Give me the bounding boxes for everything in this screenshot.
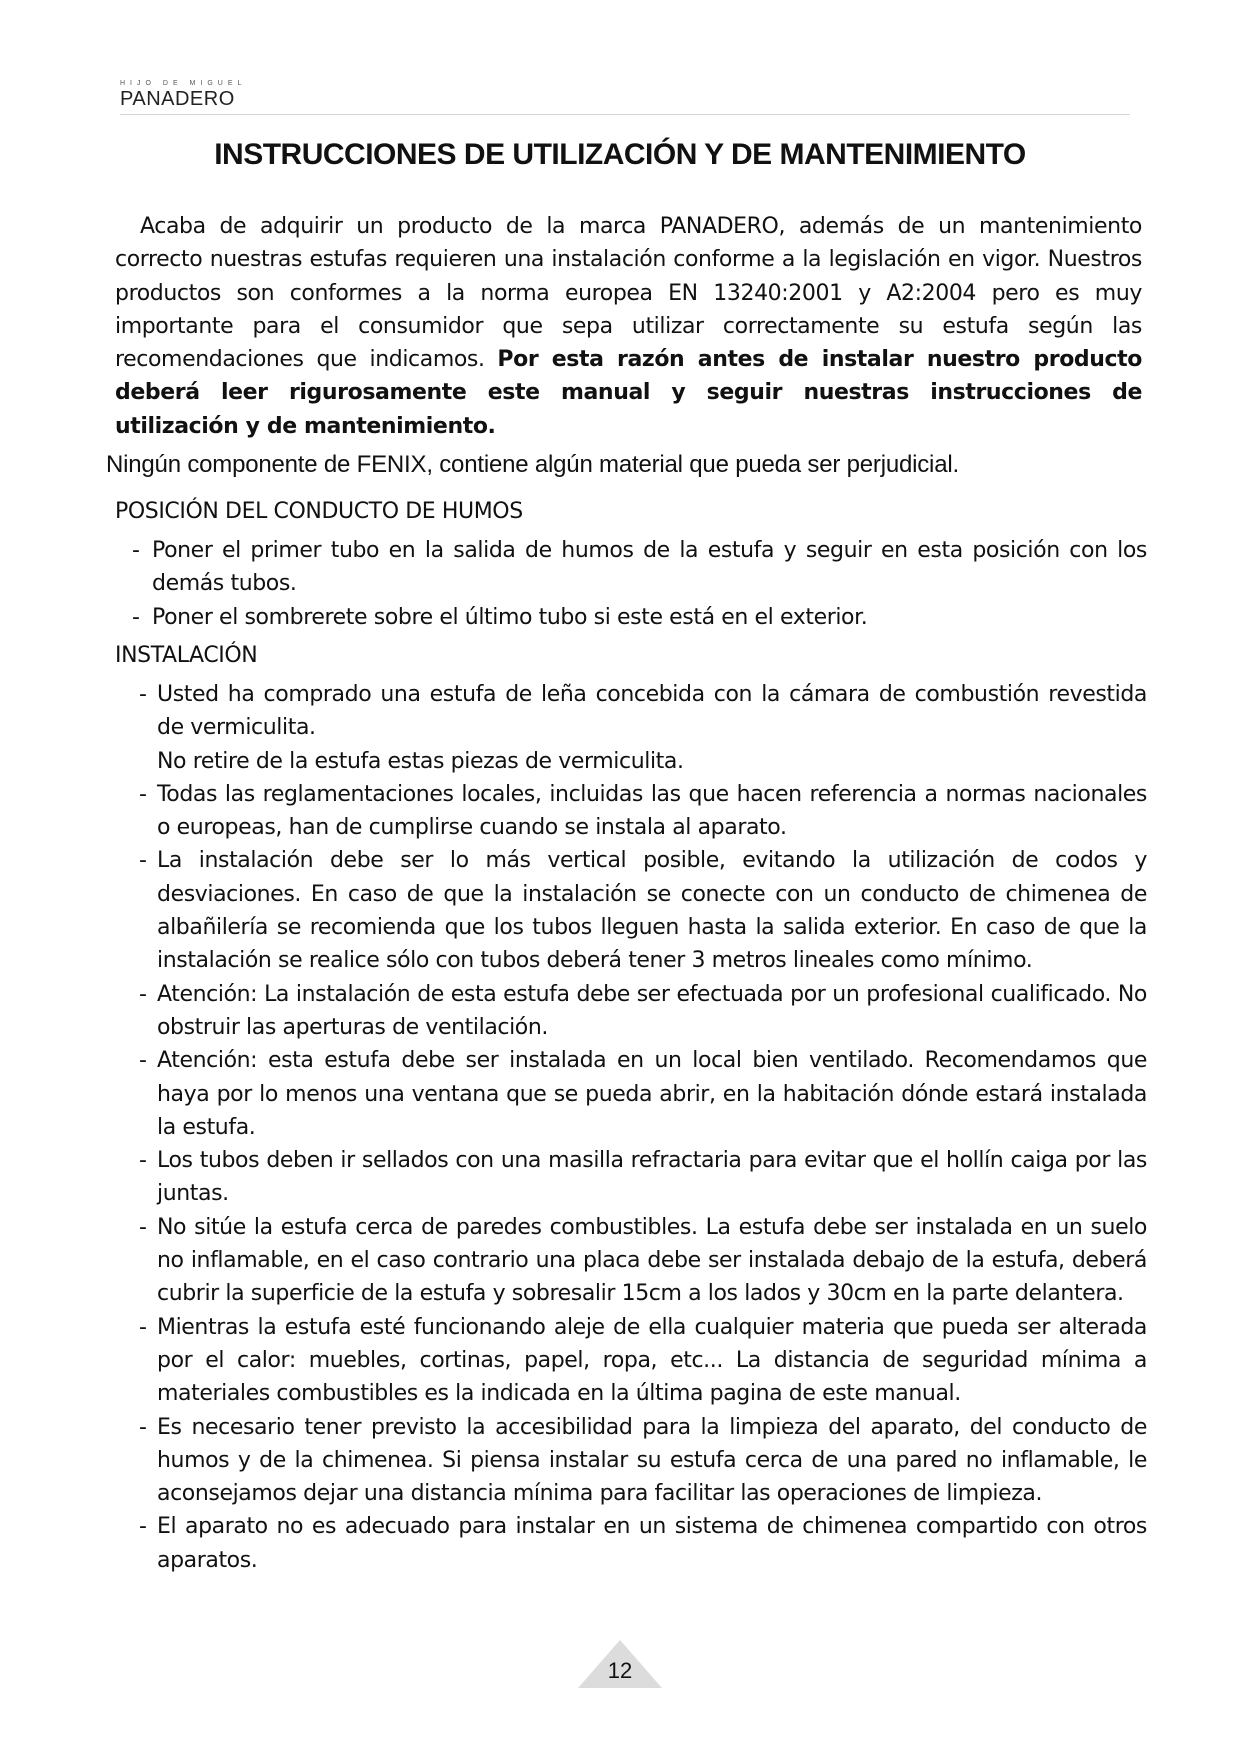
list-item (115, 778, 1147, 845)
list-dash: - (139, 1214, 147, 1240)
list-item-text: Atención: La instalación de esta estufa debe ser efectuada por un profesional cualificado. No obstruir las aperturas de ventilación. (157, 981, 1147, 1040)
intro-bold-text: Por esta razón antes de instalar nuestro producto deberá leer rigurosamente este manual y seguir nuestras instrucciones de utilización y de mantenimiento. (115, 347, 1142, 439)
list-item (115, 1411, 1147, 1511)
page-title: INSTRUCCIONES DE UTILIZACIÓN Y DE MANTENIMIENTO (214, 138, 1026, 171)
list-item (115, 844, 1147, 977)
section-heading-flue-position: POSICIÓN DEL CONDUCTO DE HUMOS (115, 499, 523, 525)
list-item-text: No sitúe la estufa cerca de paredes combustibles. La estufa debe ser instalada en un suelo no inflamable, en el caso contrario una placa debe ser instalada debajo de la estufa, deberá cubrir la superficie de la estufa y sobresalir 15cm a los lados y 30cm en la parte delantera. (157, 1214, 1147, 1307)
list-dash: - (139, 1414, 147, 1440)
list-item-note: No retire de la estufa estas piezas de vermiculita. (157, 748, 684, 774)
list-dash: - (139, 1514, 147, 1540)
list-item (115, 1510, 1147, 1577)
logo-name: PANADERO (120, 88, 235, 110)
list-dash: - (139, 781, 147, 807)
list-item-text: Todas las reglamentaciones locales, incluidas las que hacen referencia a normas nacionales o europeas, han de cumplirse cuando se instala al aparato. (157, 781, 1147, 841)
list-item-text: Es necesario tener previsto la accesibilidad para la limpieza del aparato, del conducto de humos y de la chimenea. Si piensa instalar su estufa cerca de una pared no inflamable, le aconsejamos dejar una distancia mínima para facilitar las operaciones de limpieza. (157, 1414, 1147, 1507)
list-item (115, 1211, 1147, 1311)
logo-subtitle: HIJO DE MIGUEL (120, 80, 247, 87)
list-item-text: Atención: esta estufa debe ser instalada en un local bien ventilado. Recomendamos que haya por lo menos una ventana que se pueda abrir, en la habitación dónde estará instalada la estufa. (157, 1048, 1147, 1140)
list-item (115, 534, 1147, 601)
list-dash: - (139, 981, 147, 1007)
list-item-text: El aparato no es adecuado para instalar en un sistema de chimenea compartido con otros aparatos. (157, 1514, 1147, 1573)
list-item (115, 978, 1147, 1045)
page-number: 12 (607, 1658, 633, 1683)
list-dash: - (139, 1048, 147, 1074)
list-item-text: La instalación debe ser lo más vertical posible, evitando la utilización de codos y desviaciones. En caso de que la instalación se conecte con un conducto de chimenea de albañilería se recomienda que los tubos lleguen hasta la salida exterior. En caso de que la instalación se realice sólo con tubos deberá tener 3 metros lineales como mínimo. (157, 848, 1147, 974)
list-item (115, 1311, 1147, 1411)
list-item (115, 678, 1147, 778)
list-dash: - (139, 1148, 147, 1174)
intro-paragraph (115, 210, 1147, 443)
list-item (115, 1144, 1147, 1211)
page-number-marker (578, 1640, 662, 1688)
intro-text: Acaba de adquirir un producto de la marca PANADERO, además de un mantenimiento correcto nuestras estufas requieren una instalación conforme a la legislación en vigor. Nuestros productos son conformes a la norma europea EN 13240:2001 y A2:2004 pero es muy importante para el consumidor que sepa utilizar correctamente su estufa según las recomendaciones que indicamos. (115, 214, 1142, 373)
list-item-text: Poner el sombrerete sobre el último tubo si este está en el exterior. (152, 604, 868, 630)
list-item-text: Poner el primer tubo en la salida de humos de la estufa y seguir en esta posición con los demás tubos. (152, 538, 1147, 597)
flue-position-list (115, 534, 1147, 634)
installation-list (115, 678, 1147, 1577)
materials-notice: Ningún componente de FENIX, contiene algún material que pueda ser perjudicial. (106, 451, 959, 479)
document-body (106, 210, 1147, 1577)
section-heading-installation: INSTALACIÓN (115, 642, 258, 668)
list-item-text: Los tubos deben ir sellados con una masilla refractaria para evitar que el hollín caiga por las juntas. (157, 1148, 1147, 1207)
list-dash: - (139, 848, 147, 874)
list-dash: - (139, 681, 147, 707)
list-dash: - (132, 604, 140, 630)
list-item (115, 601, 1147, 634)
list-item-text: Usted ha comprado una estufa de leña concebida con la cámara de combustión revestida de vermiculita. (157, 681, 1147, 741)
list-item-text: Mientras la estufa esté funcionando aleje de ella cualquier materia que pueda ser alterada por el calor: muebles, cortinas, papel, ropa, etc... La distancia de seguridad mínima a materiales combustibles es la indicada en la última pagina de este manual. (157, 1314, 1147, 1407)
brand-logo (120, 80, 260, 111)
list-item (115, 1044, 1147, 1144)
list-dash: - (139, 1314, 147, 1340)
header-divider (120, 114, 1130, 115)
list-dash: - (132, 538, 140, 564)
